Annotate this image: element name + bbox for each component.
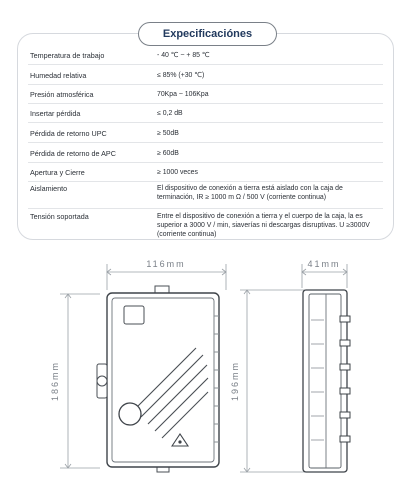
spec-value: ≥ 50dB bbox=[157, 130, 179, 137]
spec-row bbox=[28, 208, 383, 238]
spec-label: Insertar pérdida bbox=[30, 109, 81, 118]
spec-row bbox=[28, 181, 383, 209]
depth-dimension-label: 41mm bbox=[307, 259, 341, 269]
spec-label: Presión atmosférica bbox=[30, 90, 94, 99]
spec-value: Entre el dispositivo de conexión a tierra y el cuerpo de la caja, la es superior a 3000 V / min, siaverías ni descargas disruptivas. U ≥3000V (corriente continua) bbox=[157, 213, 370, 238]
spec-row bbox=[28, 84, 383, 104]
enclosure-side-view bbox=[303, 290, 350, 472]
spec-value: El dispositivo de conexión a tierra está aislado con la caja de terminación, IR ≥ 1000 m Ω / 500 V (corriente continua) bbox=[157, 185, 343, 201]
spec-row bbox=[28, 64, 383, 85]
spec-row bbox=[28, 103, 383, 123]
front-height-dimension-label: 186mm bbox=[50, 360, 60, 402]
enclosure-front-view bbox=[97, 286, 219, 472]
spec-label: Temperatura de trabajo bbox=[30, 51, 105, 60]
spec-value: ≥ 1000 veces bbox=[157, 169, 198, 176]
dimension-drawing bbox=[0, 250, 409, 500]
spec-row bbox=[28, 142, 383, 163]
spec-row bbox=[28, 162, 383, 182]
spec-value: ≥ 60dB bbox=[157, 150, 179, 157]
spec-label: Pérdida de retorno de APC bbox=[30, 149, 116, 158]
spec-value: 70Kpa ~ 106Kpa bbox=[157, 91, 209, 98]
spec-card bbox=[17, 33, 394, 240]
spec-label: Tensión soportada bbox=[30, 212, 89, 221]
spec-value: ≤ 85% (+30 ℃) bbox=[157, 72, 205, 79]
spec-label: Aislamiento bbox=[30, 184, 68, 193]
spec-title: Expecificaciónes bbox=[138, 22, 277, 46]
spec-row bbox=[28, 122, 383, 143]
spec-value: ≤ 0,2 dB bbox=[157, 110, 183, 117]
width-dimension-label: 116mm bbox=[146, 259, 186, 269]
spec-label: Apertura y Cierre bbox=[30, 168, 85, 177]
spec-label: Humedad relativa bbox=[30, 71, 87, 80]
side-height-dimension-label: 196mm bbox=[230, 360, 240, 402]
spec-row bbox=[28, 46, 383, 65]
spec-label: Pérdida de retorno UPC bbox=[30, 129, 107, 138]
spec-value: - 40 ℃ ~ + 85 ℃ bbox=[157, 52, 210, 59]
